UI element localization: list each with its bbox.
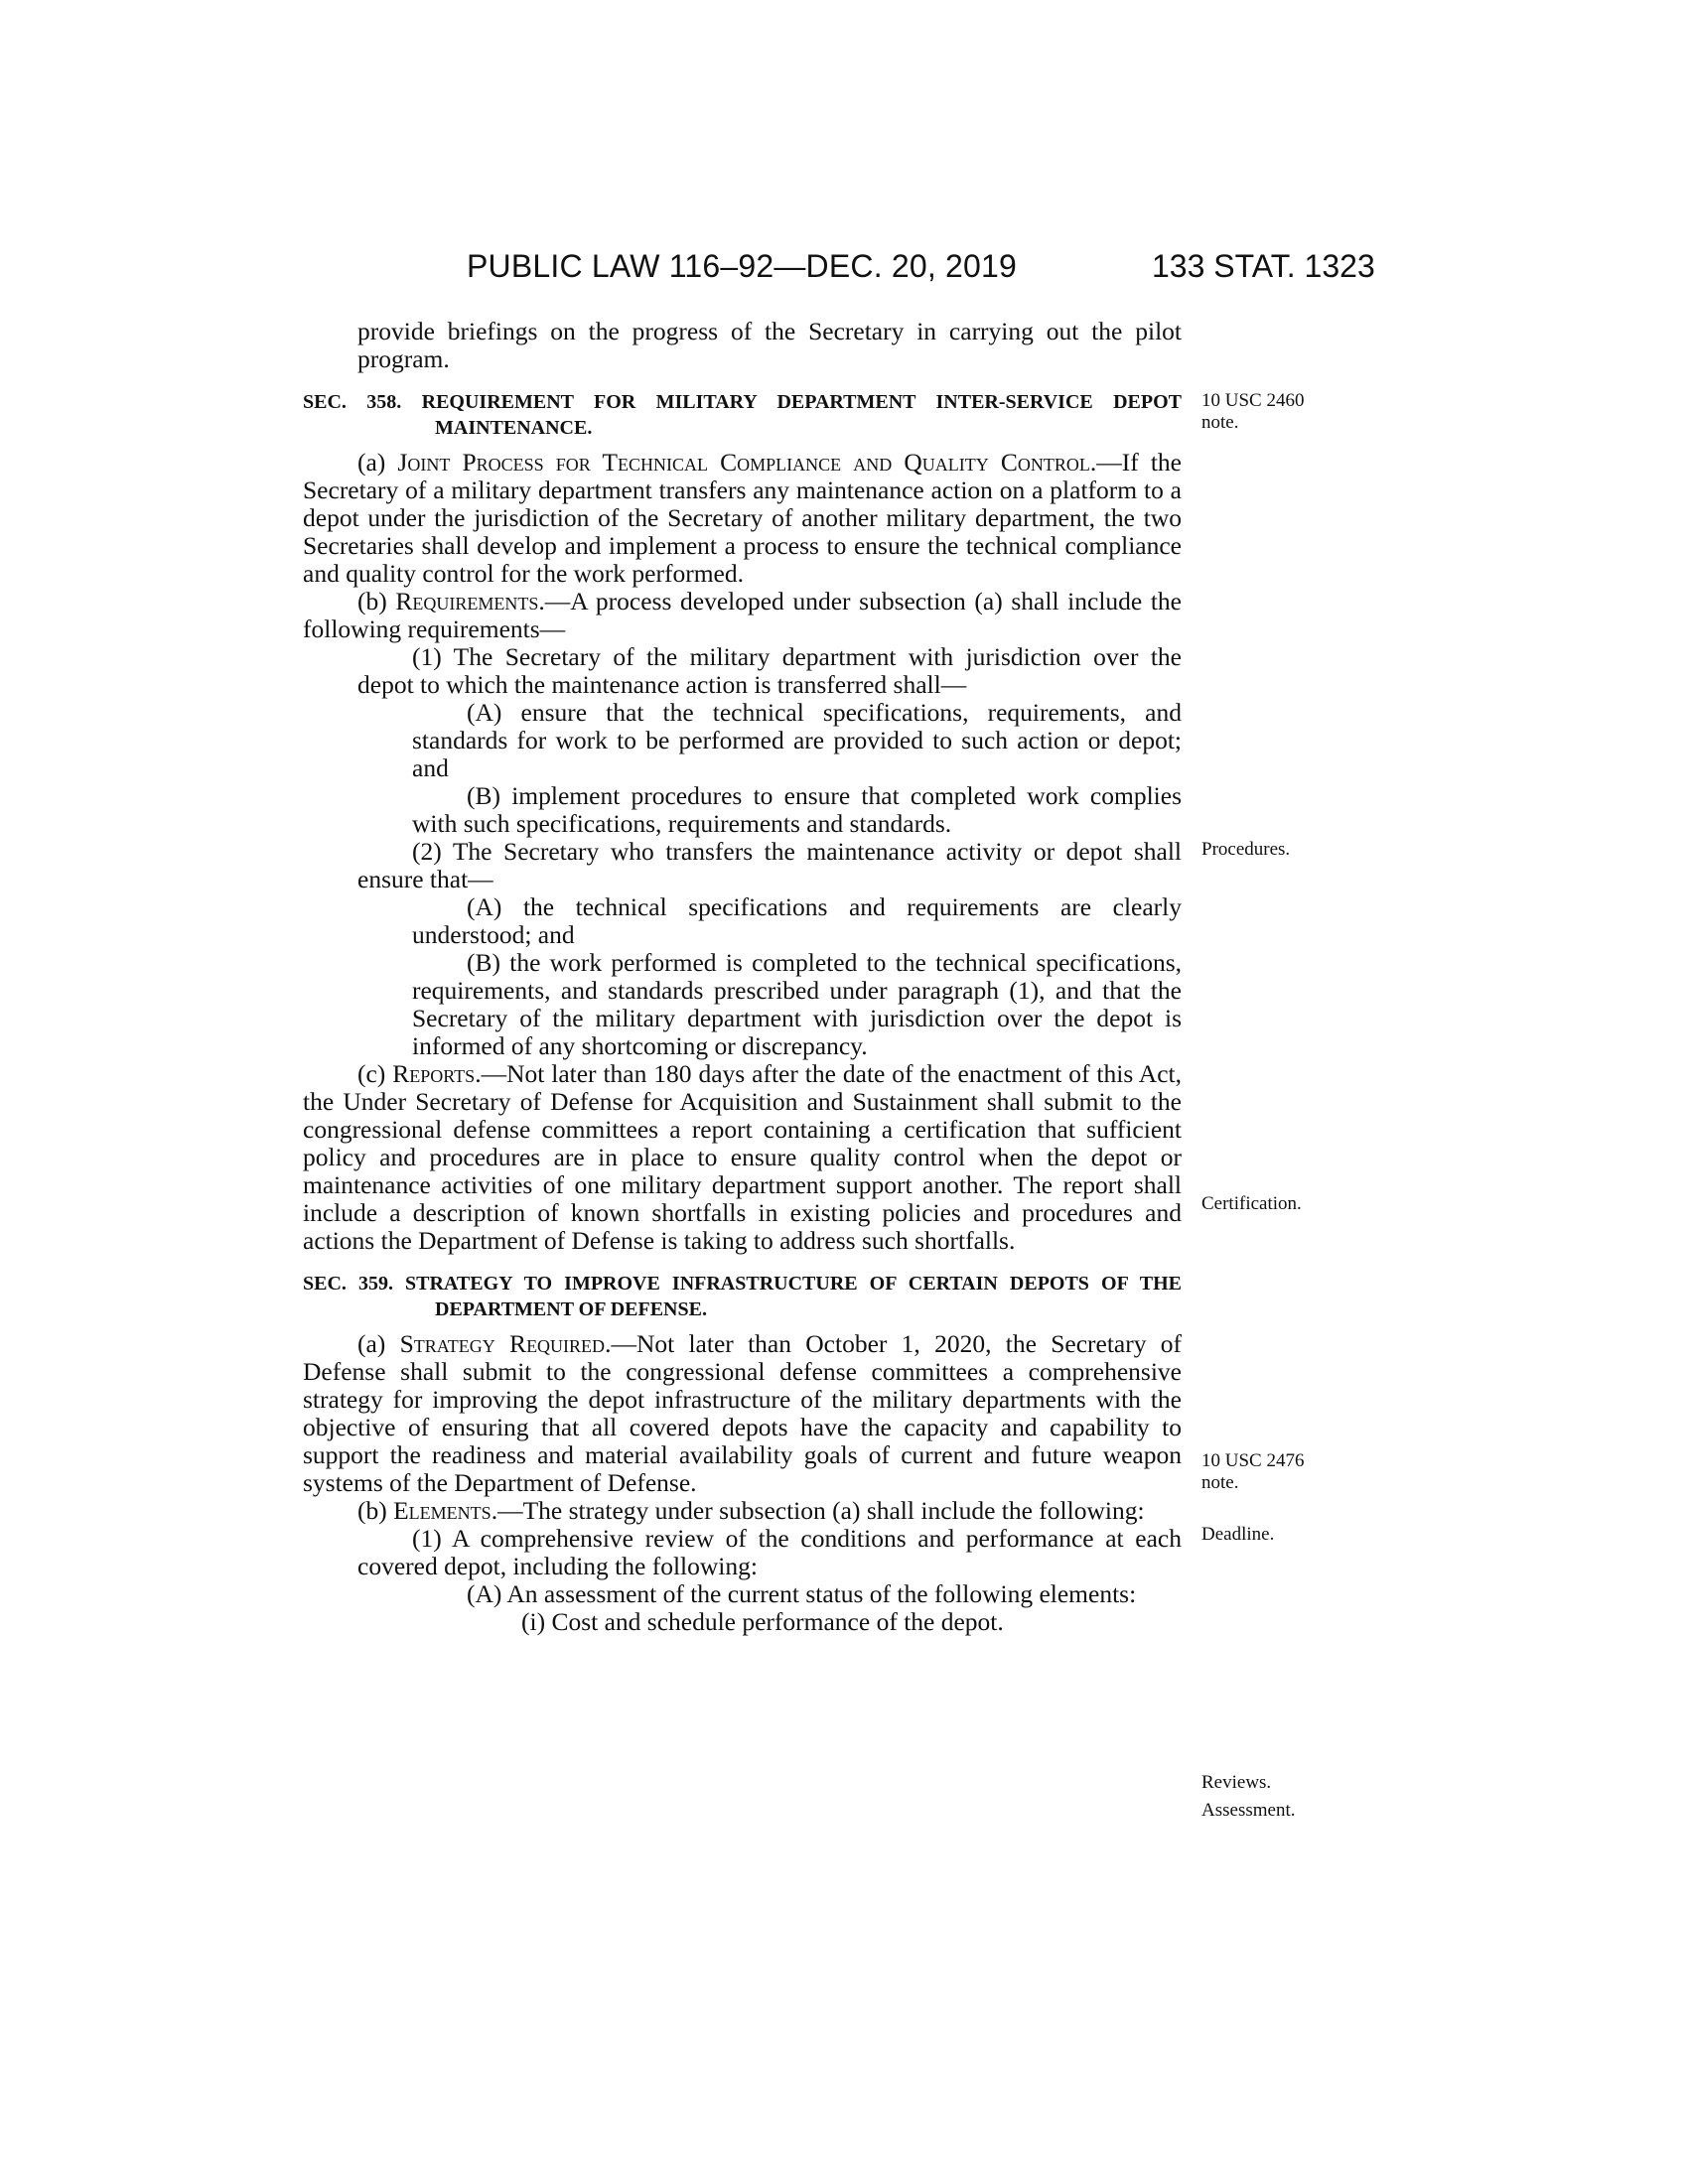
sec-358-subparagraph-2a: (A) the technical specifications and requirements are clearly understood; and: [412, 892, 1182, 949]
margin-note-assessment: Assessment.: [1201, 1800, 1296, 1821]
law-title: PUBLIC LAW 116–92—DEC. 20, 2019: [467, 248, 1018, 284]
sec-359-clause-i: (i) Cost and schedule performance of the depot.: [521, 1607, 1004, 1636]
intro-continuation: provide briefings on the progress of the Secretary in carrying out the pilot program.: [357, 317, 1182, 373]
sec-358-subparagraph-2b: (B) the work performed is completed to the technical specifications, requirements, and standards prescribed under paragraph (1), and that the Secretary of the military department with jurisdiction over the depot is informed of any shortcoming or discrepancy.: [412, 948, 1182, 1060]
statute-text: [303, 318, 1182, 1636]
margin-note-deadline: Deadline.: [1201, 1524, 1275, 1545]
margin-note-usc-2476: 10 USC 2476 note.: [1201, 1450, 1305, 1493]
margin-note-usc-2460: 10 USC 2460 note.: [1201, 390, 1305, 433]
sec-358-paragraph-1: (1) The Secretary of the military department with jurisdiction over the depot to which the maintenance action is transferred shall—: [357, 642, 1182, 699]
sec-358-subparagraph-1a: (A) ensure that the technical specifications, requirements, and standards for work to be performed are provided to such action or depot; and: [412, 698, 1182, 782]
sec-358-subsection-c: (c) Reports.—Not later than 180 days after the date of the enactment of this Act, the Under Secretary of Defense for Acquisition and Sustainment shall submit to the congressional defense committees a report containing a certification that sufficient policy and procedures are in place to ensure quality control when the depot or maintenance activities of one military department support another. The report shall include a description of known shortfalls in existing policies and procedures and actions the Department of Defense is taking to address such shortfalls.: [303, 1059, 1182, 1255]
margin-note-reviews: Reviews.: [1201, 1772, 1272, 1793]
margin-note-procedures: Procedures.: [1201, 839, 1291, 860]
sec-359-heading: SEC. 359. STRATEGY TO IMPROVE INFRASTRUCTURE OF CERTAIN DEPOTS OF THE DEPARTMENT OF DEFENSE.: [303, 1273, 1182, 1320]
sec-358-subsection-b: (b) Requirements.—A process developed under subsection (a) shall include the following requirements—: [303, 587, 1183, 643]
sec-358-subparagraph-1b: (B) implement procedures to ensure that completed work complies with such specifications, requirements and standards.: [412, 781, 1182, 838]
sec-358-heading: SEC. 358. REQUIREMENT FOR MILITARY DEPARTMENT INTER-SERVICE DEPOT MAINTENANCE.: [303, 391, 1182, 439]
sec-359-subparagraph-1a: (A) An assessment of the current status of the following elements:: [467, 1579, 1137, 1608]
margin-note-certification: Certification.: [1201, 1193, 1302, 1214]
sec-359-paragraph-1: (1) A comprehensive review of the conditions and performance at each covered depot, including the following:: [357, 1524, 1182, 1580]
sec-358-subsection-a: (a) Joint Process for Technical Compliance and Quality Control.—If the Secretary of a military department transfers any maintenance action on a platform to a depot under the jurisdiction of the Secretary of another military department, the two Secretaries shall develop and implement a process to ensure the technical compliance and quality control for the work performed.: [303, 448, 1182, 588]
sec-359-subsection-b: (b) Elements.—The strategy under subsection (a) shall include the following:: [357, 1496, 1145, 1525]
sec-358-paragraph-2: (2) The Secretary who transfers the maintenance activity or depot shall ensure that—: [357, 837, 1182, 893]
sec-359-subsection-a: (a) Strategy Required.—Not later than October 1, 2020, the Secretary of Defense shall submit to the congressional defense committees a comprehensive strategy for improving the depot infrastructure of the military departments with the objective of ensuring that all covered depots have the capacity and capability to support the readiness and material availability goals of current and future weapon systems of the Department of Defense.: [303, 1329, 1182, 1497]
stat-page-number: 133 STAT. 1323: [1152, 248, 1375, 284]
